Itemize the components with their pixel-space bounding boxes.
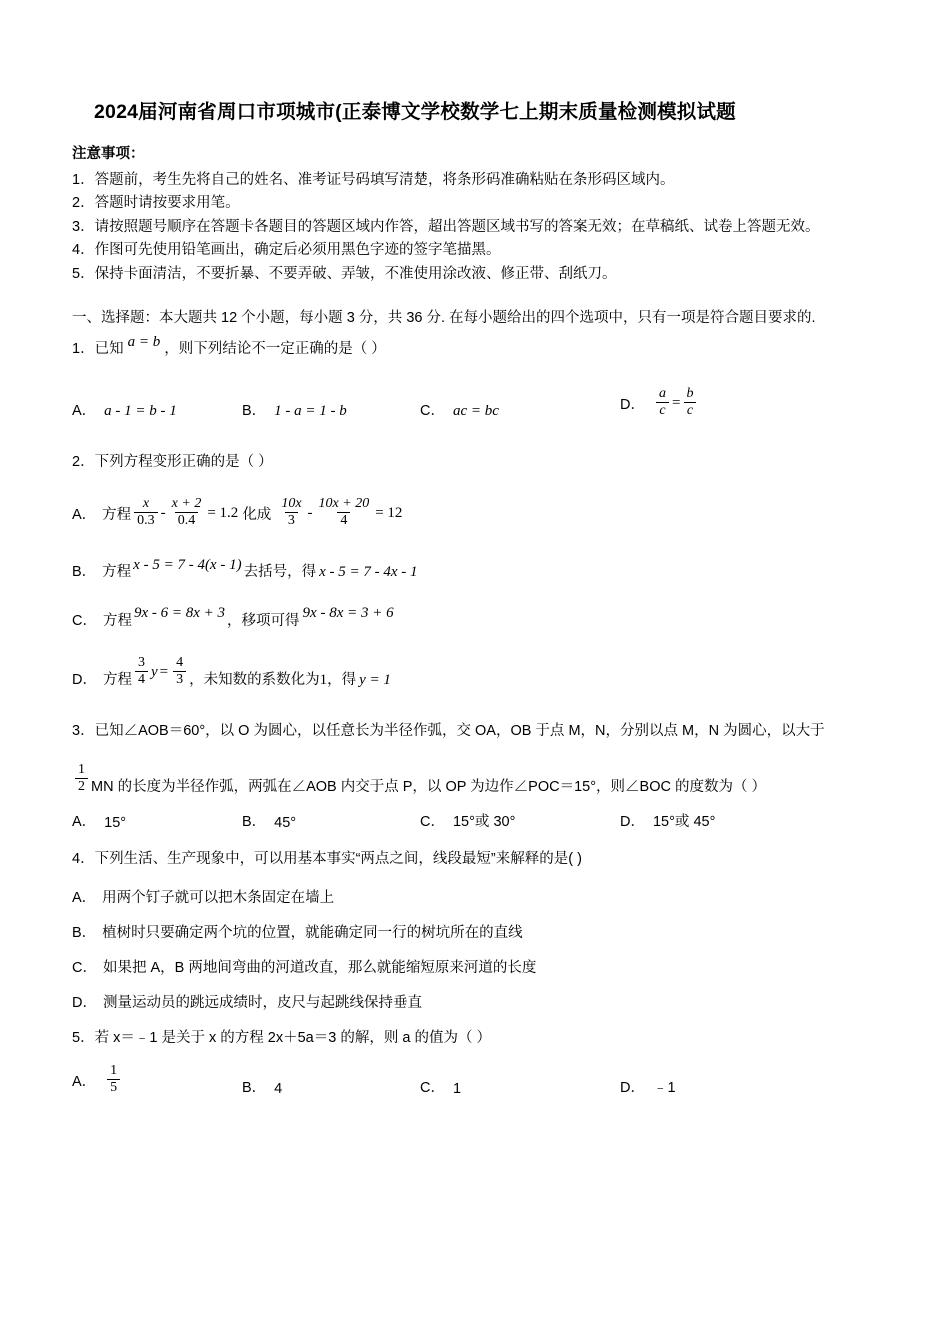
equation-right: = 1.2 — [207, 505, 239, 522]
fraction-denominator: c — [684, 402, 696, 419]
question-4 — [72, 847, 890, 872]
option-text: 45° — [274, 815, 297, 831]
option-text: ac = bc — [452, 402, 499, 419]
option-math — [132, 656, 189, 689]
minus-sign: - — [307, 505, 313, 522]
question-3-number: 3． — [72, 723, 95, 740]
option-prefix: 方程 — [102, 672, 132, 689]
option-text: a - 1 = b - 1 — [104, 402, 177, 419]
option-prefix: 方程 — [102, 564, 132, 581]
question-3-option-c[interactable] — [420, 810, 620, 831]
question-5-number: 5． — [72, 1030, 95, 1047]
fraction-denominator: 3 — [173, 671, 186, 688]
fraction-numerator: x — [142, 496, 150, 512]
question-1-option-b[interactable] — [242, 399, 420, 420]
question-1 — [72, 336, 890, 362]
option-text: 1 - a = 1 - b — [274, 402, 347, 419]
notice-item: 1．答题前，考生先将自己的姓名、准考证号码填写清楚，将条形码准确粘贴在条形码区域内。 — [72, 172, 675, 188]
equals-sign: = — [671, 394, 681, 411]
notice-item: 3．请按照题号顺序在答题卡各题目的答题区域内作答，超出答题区域书写的答案无效；在草稿纸、试卷上答题无效。 — [72, 218, 820, 235]
option-middle-text: ，移项可得 — [227, 613, 300, 630]
question-5-options — [72, 1064, 890, 1097]
section-1-heading: 一、选择题：本大题共 12 个小题，每小题 3 分，共 36 分. 在每小题给出的四个选项中，只有一项是符合题目要求的. — [72, 310, 816, 327]
option-text: 1 — [452, 1080, 462, 1097]
question-3-option-b[interactable] — [242, 810, 420, 831]
option-tail-text: ，得 — [327, 672, 357, 689]
option-label: B． — [72, 564, 97, 581]
fraction-numerator: 10x — [281, 496, 302, 512]
option-label: B． — [242, 1079, 267, 1096]
page-title: 2024届河南省周口市项城市(正泰博文学校数学七上期末质量检测模拟试题 — [94, 101, 736, 123]
question-4-option-b[interactable] — [72, 921, 890, 942]
option-label: D． — [72, 672, 97, 689]
option-label: C． — [420, 1079, 445, 1096]
option-text — [104, 1064, 123, 1097]
question-4-stem: 下列生活、生产现象中，可以用基本事实“两点之间，线段最短”来解释的是( ) — [94, 851, 582, 867]
option-math: x - 5 = 7 - 4(x - 1) — [133, 557, 242, 574]
option-label: B． — [72, 925, 97, 942]
question-1-option-d[interactable] — [620, 387, 699, 420]
option-middle-text: 化成 — [242, 507, 272, 524]
question-4-option-a[interactable] — [72, 886, 890, 907]
option-text: 15°或 30° — [452, 814, 516, 830]
option-text: 4 — [274, 1080, 283, 1097]
option-math-2: 9x - 8x = 3 + 6 — [302, 605, 394, 622]
variable: y — [150, 664, 158, 681]
option-middle-text: ，未知数的系数化为 — [189, 672, 320, 689]
question-2-stem: 下列方程变形正确的是（ ） — [94, 453, 273, 470]
option-result: y = 1 — [359, 672, 391, 689]
option-text: 15°或 45° — [652, 814, 716, 830]
option-math-2: x - 5 = 7 - 4x - 1 — [319, 564, 418, 581]
option-label: D． — [620, 814, 645, 830]
fraction-denominator: 4 — [337, 512, 350, 529]
fraction-numerator: 3 — [137, 655, 145, 671]
option-text: 测量运动员的跳远成绩时，皮尺与起跳线保持垂直 — [102, 995, 422, 1012]
option-text: ﹣1 — [652, 1079, 676, 1096]
fraction-denominator: 5 — [107, 1079, 120, 1096]
question-2-option-c[interactable] — [72, 605, 890, 630]
option-label: D． — [620, 1079, 645, 1096]
question-5-option-c[interactable] — [420, 1076, 620, 1097]
question-1-stem-pre: 已知 — [94, 341, 124, 358]
option-text: 用两个钉子就可以把木条固定在墙上 — [102, 890, 335, 907]
option-text: 15° — [104, 815, 127, 831]
question-3-line1: 已知∠AOB＝60°，以 O 为圆心，以任意长为半径作弧，交 OA，OB 于点 M，N，分别以点 M，N 为圆心，以大于 — [94, 723, 825, 740]
question-5-option-a[interactable] — [72, 1064, 242, 1097]
one-half-fraction — [72, 763, 91, 796]
option-text — [653, 387, 699, 420]
question-2-option-d[interactable] — [72, 656, 890, 689]
notice-list — [72, 169, 890, 286]
fraction-denominator: 4 — [135, 671, 148, 688]
fraction-numerator: a — [658, 385, 666, 401]
fraction-numerator: b — [686, 385, 694, 401]
question-1-stem-math: a = b — [127, 334, 161, 351]
option-label: D． — [72, 995, 97, 1012]
question-3-line2 — [72, 763, 890, 796]
question-3 — [72, 719, 890, 744]
fraction-denominator: 0.4 — [175, 512, 199, 529]
fraction-numerator: 1 — [78, 761, 85, 777]
equation-right: = 12 — [375, 505, 403, 522]
option-label: A． — [72, 814, 97, 830]
option-label: A． — [72, 402, 97, 419]
option-middle-text: 去括号，得 — [243, 564, 317, 581]
question-1-number: 1． — [72, 341, 95, 358]
question-2-option-a[interactable] — [72, 497, 890, 530]
option-label: D． — [620, 396, 645, 413]
fraction-numerator: x + 2 — [171, 496, 202, 512]
question-5-stem: 若 x＝﹣1 是关于 x 的方程 2x＋5a＝3 的解，则 a 的值为（ ） — [94, 1030, 491, 1047]
option-label: C． — [420, 402, 445, 419]
minus-sign: - — [160, 505, 166, 522]
option-label: B． — [242, 814, 267, 830]
question-3-line2-text: MN 的长度为半径作弧，两弧在∠AOB 内交于点 P，以 OP 为边作∠POC＝15°，则∠BOC 的度数为（ ） — [91, 779, 766, 795]
fraction-denominator: 2 — [75, 778, 88, 795]
question-1-option-c[interactable] — [420, 399, 620, 420]
question-4-option-c[interactable] — [72, 956, 890, 977]
option-prefix: 方程 — [102, 613, 132, 630]
question-5-option-b[interactable] — [242, 1076, 420, 1097]
question-2-number: 2． — [72, 453, 95, 470]
question-3-options — [72, 810, 890, 831]
option-label: A． — [72, 507, 97, 524]
question-4-number: 4． — [72, 851, 95, 867]
option-label: C． — [72, 613, 97, 630]
option-label: A． — [72, 1073, 97, 1090]
option-math-2 — [275, 497, 402, 530]
notice-item: 2．答题时请按要求用笔。 — [72, 195, 240, 212]
fraction-denominator: c — [656, 402, 668, 419]
fraction-numerator: 4 — [176, 655, 184, 671]
option-math: 9x - 6 = 8x + 3 — [133, 605, 226, 622]
coefficient-one: 1 — [319, 672, 328, 689]
question-5 — [72, 1026, 890, 1051]
question-5-option-d[interactable] — [620, 1076, 676, 1097]
option-label: C． — [420, 814, 445, 830]
option-label: B． — [242, 402, 267, 419]
option-math — [131, 497, 238, 530]
question-1-stem-post: ，则下列结论不一定正确的是（ ） — [164, 341, 386, 358]
notice-heading: 注意事项： — [72, 146, 145, 162]
question-3-option-a[interactable] — [72, 810, 242, 831]
fraction-denominator: 3 — [285, 512, 298, 529]
question-2-option-b[interactable] — [72, 557, 890, 581]
question-4-option-d[interactable] — [72, 991, 890, 1012]
fraction-numerator: 1 — [110, 1062, 118, 1078]
question-1-option-a[interactable] — [72, 399, 242, 420]
fraction-denominator: 0.3 — [134, 512, 158, 529]
notice-item: 5．保持卡面清洁，不要折暴、不要弄破、弄皱，不准使用涂改液、修正带、刮纸刀。 — [72, 265, 617, 282]
option-text: 如果把 A，B 两地间弯曲的河道改直，那么就能缩短原来河道的长度 — [102, 960, 537, 977]
option-prefix: 方程 — [102, 507, 132, 524]
equals-sign: = — [159, 664, 169, 681]
option-label: C． — [72, 960, 97, 977]
fraction-numerator: 10x + 20 — [318, 496, 370, 512]
notice-item: 4．作图可先使用铅笔画出，确定后必须用黑色字迹的签字笔描黑。 — [72, 242, 501, 259]
option-label: A． — [72, 890, 97, 907]
question-1-options — [72, 387, 890, 420]
option-text: 植树时只要确定两个坑的位置，就能确定同一行的树坑所在的直线 — [102, 925, 523, 942]
question-2 — [72, 450, 890, 475]
question-3-option-d[interactable] — [620, 810, 715, 831]
